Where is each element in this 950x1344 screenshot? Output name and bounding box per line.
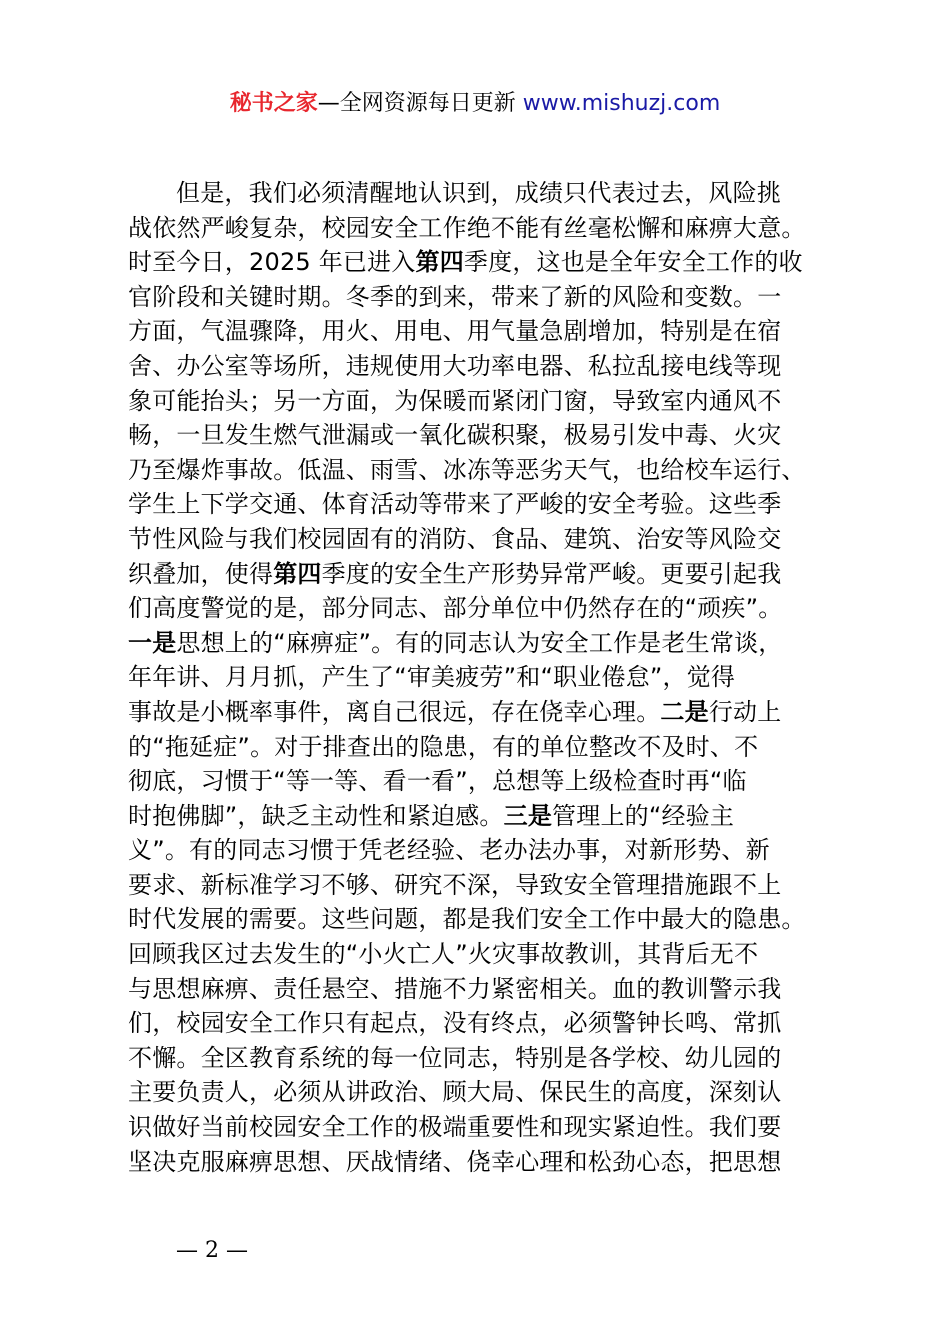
text-run: 回顾我区过去发生的“小火亡人”火灾事故教训，其背后无不 xyxy=(128,940,759,969)
text-run: 事故是小概率事件，离自己很远，存在侥幸心理。 xyxy=(128,697,661,726)
text-run: 主要负责人，必须从讲政治、顾大局、保民生的高度，深刻认 xyxy=(128,1078,782,1107)
text-run: 时至今日，2025 年已进入 xyxy=(128,248,416,277)
text-run: 义”。有的同志习惯于凭老经验、老办法办事，对新形势、新 xyxy=(128,836,770,865)
bold-text-run: 第四 xyxy=(273,559,322,588)
text-run: 思想上的“麻痹症”。有的同志认为安全工作是老生常谈， xyxy=(176,628,783,657)
site-url-link[interactable]: www.mishuzj.com xyxy=(522,91,721,116)
text-line xyxy=(128,349,852,384)
text-line xyxy=(128,660,852,695)
text-run: 织叠加，使得 xyxy=(128,559,274,588)
text-run: 官阶段和关键时期。冬季的到来，带来了新的风险和变数。一 xyxy=(128,282,782,311)
text-run: 畅，一旦发生燃气泄漏或一氧化碳积聚，极易引发中毒、火灾 xyxy=(128,421,782,450)
text-run: 的“拖延症”。对于排查出的隐患，有的单位整改不及时、不 xyxy=(128,732,759,761)
text-run: 舍、办公室等场所，违规使用大功率电器、私拉乱接电线等现 xyxy=(128,351,782,380)
text-run: 学生上下学交通、体育活动等带来了严峻的安全考验。这些季 xyxy=(128,490,782,519)
bold-text-run: 二是 xyxy=(660,697,709,726)
text-line xyxy=(128,384,852,419)
page-number: — 2 — xyxy=(176,1238,248,1263)
text-run: 时代发展的需要。这些问题，都是我们安全工作中最大的隐患。 xyxy=(128,905,806,934)
text-run: 不懈。全区教育系统的每一位同志，特别是各学校、幼儿园的 xyxy=(128,1043,782,1072)
text-line xyxy=(128,557,852,592)
text-line xyxy=(128,1110,852,1145)
text-run: 年年讲、月月抓，产生了“审美疲劳”和“职业倦怠”，觉得 xyxy=(128,663,736,692)
text-run: 乃至爆炸事故。低温、雨雪、冰冻等恶劣天气，也给校车运行、 xyxy=(128,455,806,484)
bold-text-run: 一是 xyxy=(128,628,177,657)
bold-text-run: 三是 xyxy=(503,801,553,830)
text-line xyxy=(128,902,852,937)
text-line xyxy=(128,522,852,557)
text-line xyxy=(128,1145,852,1180)
text-run: 管理上的“经验主 xyxy=(552,801,735,830)
text-line xyxy=(128,314,852,349)
bold-text-run: 第四 xyxy=(415,248,464,277)
text-run: 要求、新标准学习不够、研究不深，导致安全管理措施跟不上 xyxy=(128,870,782,899)
text-run: 们，校园安全工作只有起点，没有终点，必须警钟长鸣、常抓 xyxy=(128,1009,782,1038)
text-line xyxy=(128,453,852,488)
text-line xyxy=(128,972,852,1007)
text-run: 与思想麻痹、责任悬空、措施不力紧密相关。血的教训警示我 xyxy=(128,974,782,1003)
text-run: 但是，我们必须清醒地认识到，成绩只代表过去，风险挑 xyxy=(176,179,781,207)
text-run: 彻底，习惯于“等一等、看一看”，总想等上级检查时再“临 xyxy=(128,767,747,796)
text-line xyxy=(128,418,852,453)
text-line xyxy=(128,487,852,522)
text-line xyxy=(128,280,852,315)
text-run: 们高度警觉的是，部分同志、部分单位中仍然存在的“顽疾”。 xyxy=(128,594,783,623)
text-line xyxy=(128,1075,852,1110)
text-line xyxy=(128,591,852,626)
text-run: 行动上 xyxy=(708,697,782,726)
text-line xyxy=(128,799,852,834)
text-run: 战依然严峻复杂，校园安全工作绝不能有丝毫松懈和麻痹大意。 xyxy=(128,213,806,242)
text-run: 识做好当前校园安全工作的极端重要性和现实紧迫性。我们要 xyxy=(128,1113,782,1142)
text-line xyxy=(128,176,852,211)
body-text xyxy=(128,176,852,1179)
text-line xyxy=(128,833,852,868)
header-tagline: —全网资源每日更新 xyxy=(317,91,523,116)
text-run: 坚决克服麻痹思想、厌战情绪、侥幸心理和松劲心态，把思想 xyxy=(128,1147,782,1176)
brand-name: 秘书之家 xyxy=(229,91,318,116)
text-line xyxy=(128,937,852,972)
text-run: 季度的安全生产形势异常严峻。更要引起我 xyxy=(321,559,782,588)
text-line xyxy=(128,764,852,799)
text-run: 节性风险与我们校园固有的消防、食品、建筑、治安等风险交 xyxy=(128,524,782,553)
text-run: 时抱佛脚”，缺乏主动性和紧迫感。 xyxy=(128,801,504,830)
text-line xyxy=(128,730,852,765)
text-run: 季度，这也是全年安全工作的收 xyxy=(463,248,803,277)
text-line xyxy=(128,868,852,903)
text-line xyxy=(128,626,852,661)
text-line xyxy=(128,245,852,280)
text-line xyxy=(128,1006,852,1041)
text-line xyxy=(128,1041,852,1076)
text-line xyxy=(128,695,852,730)
text-line xyxy=(128,211,852,246)
text-run: 象可能抬头；另一方面，为保暖而紧闭门窗，导致室内通风不 xyxy=(128,386,782,415)
page-header xyxy=(0,86,950,122)
text-run: 方面，气温骤降，用火、用电、用气量急剧增加，特别是在宿 xyxy=(128,317,782,346)
